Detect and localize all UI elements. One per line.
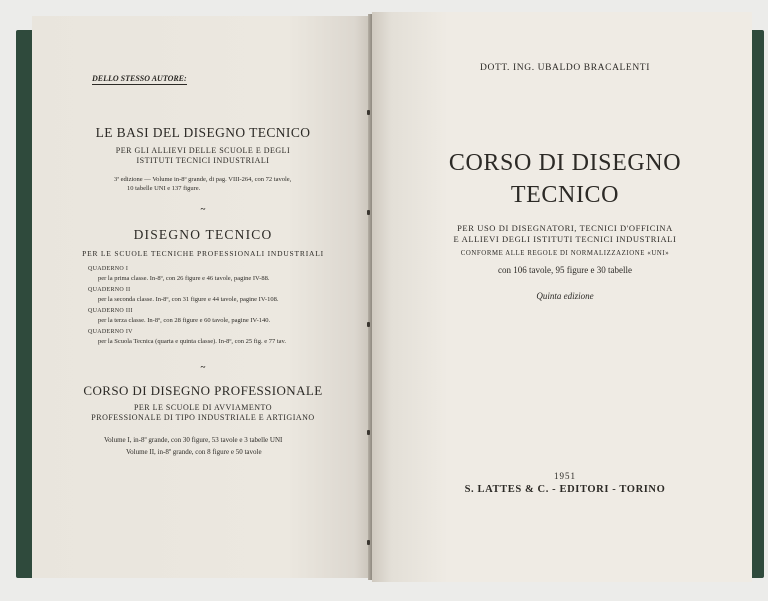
quaderno-label: QUADERNO I <box>88 266 129 272</box>
quaderno-item <box>88 328 286 346</box>
edition-label: Quinta edizione <box>536 291 594 301</box>
book-title-line-1: CORSO DI DISEGNO <box>448 150 682 176</box>
quaderno-label: QUADERNO III <box>88 308 133 314</box>
imprint <box>384 471 746 495</box>
quaderno-label: QUADERNO II <box>88 287 131 293</box>
binding-stitch <box>367 210 370 215</box>
book-subtitle-2: E ALLIEVI DEGLI ISTITUTI TECNICI INDUSTRIALI <box>453 234 677 244</box>
separator-2: ~ <box>200 362 206 372</box>
book2-subtitle: PER LE SCUOLE TECNICHE PROFESSIONALI INDUSTRIALI <box>82 249 324 258</box>
book3-block <box>40 383 366 423</box>
quaderno-label: QUADERNO IV <box>88 329 133 335</box>
quaderno-description: per la prima classe. In-8º, con 26 figure e 46 tavole, pagine IV-88. <box>98 275 270 282</box>
book1-details-1: 3ª edizione — Volume in-8º grande, di pag. VIII-264, con 72 tavole, <box>114 176 292 183</box>
contents-note: con 106 tavole, 95 figure e 30 tabelle <box>498 265 632 275</box>
book3-subtitle-1: PER LE SCUOLE DI AVVIAMENTO <box>133 403 273 412</box>
book-title-line-2: TECNICO <box>510 182 620 208</box>
conformity-note: CONFORME ALLE REGOLE DI NORMALIZZAZIONE «UNI» <box>460 250 670 257</box>
book1-title: LE BASI DEL DISEGNO TECNICO <box>95 125 311 140</box>
binding-stitch <box>367 110 370 115</box>
same-author-heading: DELLO STESSO AUTORE: <box>92 74 187 83</box>
title-page <box>384 63 746 301</box>
publication-year: 1951 <box>554 471 576 481</box>
binding-stitch <box>367 430 370 435</box>
book3-subtitle-2: PROFESSIONALE DI TIPO INDUSTRIALE E ARTIGIANO <box>91 413 315 422</box>
quaderni-list <box>88 265 286 346</box>
book-subtitle-1: PER USO DI DISEGNATORI, TECNICI D'OFFICINA <box>457 223 673 233</box>
quaderno-item <box>88 265 286 283</box>
publisher: S. LATTES & C. - EDITORI - TORINO <box>464 484 666 495</box>
quaderno-item <box>88 307 286 325</box>
book2-block <box>40 227 366 259</box>
binding-stitch <box>367 322 370 327</box>
quaderno-description: per la Scuola Tecnica (quarta e quinta classe). In-8º, con 25 fig. e 77 tav. <box>98 338 287 345</box>
binding-stitch <box>367 540 370 545</box>
quaderno-item <box>88 286 286 304</box>
book3-title: CORSO DI DISEGNO PROFESSIONALE <box>83 383 323 398</box>
author-name: DOTT. ING. UBALDO BRACALENTI <box>480 63 650 73</box>
book1-block <box>40 125 366 166</box>
book1-subtitle-1: PER GLI ALLIEVI DELLE SCUOLE E DEGLI <box>115 146 291 155</box>
quaderno-description: per la terza classe. In-8º, con 28 figure e 60 tavole, pagine IV-140. <box>98 317 271 324</box>
book3-volume-2: Volume II, in-8º grande, con 8 figure e 50 tavole <box>126 448 262 456</box>
book3-volume-1: Volume I, in-8º grande, con 30 figure, 53 tavole e 3 tabelle UNI <box>104 436 283 444</box>
book2-title: DISEGNO TECNICO <box>133 227 273 242</box>
quaderno-description: per la seconda classe. In-8º, con 31 figure e 44 tavole, pagine IV-108. <box>98 296 279 303</box>
book1-details-2: 10 tabelle UNI e 137 figure. <box>127 185 201 192</box>
book1-subtitle-2: ISTITUTI TECNICI INDUSTRIALI <box>136 156 270 165</box>
separator-1: ~ <box>200 204 206 214</box>
